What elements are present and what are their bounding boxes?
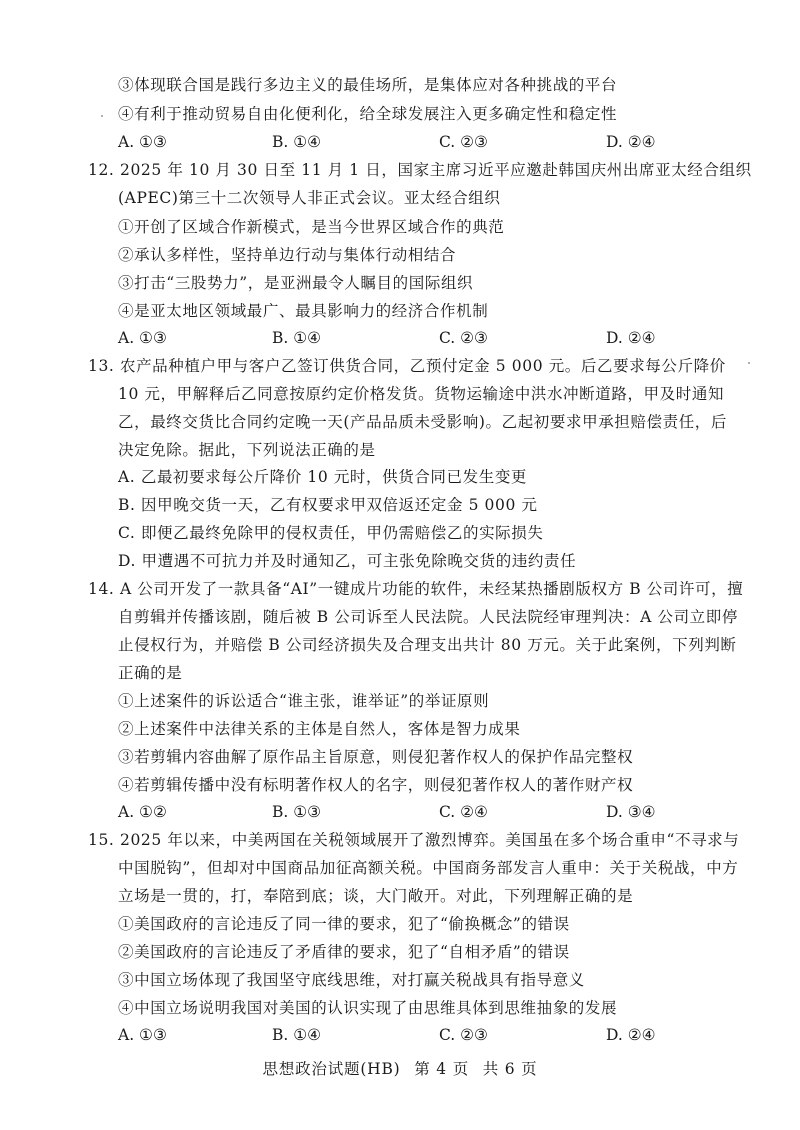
q12-option-b: B. ①④ — [272, 329, 322, 347]
q12-stem-line-1: 12. 2025 年 10 月 30 日至 11 月 1 日，国家主席习近平应邀赴韩国庆州出席亚太经合组织 — [88, 161, 752, 179]
q12-item-2: ②承认多样性，坚持单边行动与集体行动相结合 — [118, 246, 457, 264]
q15-stem-line-2: 中国脱钩”，但却对中国商品加征高额关税。中国商务部发言人重申：关于关税战，中方 — [118, 859, 739, 877]
q14-option-d: D. ③④ — [606, 803, 656, 821]
q13-option-a: A. 乙最初要求每公斤降价 10 元时，供货合同已发生变更 — [118, 468, 528, 486]
q14-stem-line-3: 止侵权行为，并赔偿 B 公司经济损失及合理支出共计 80 万元。关于此案例，下列判断 — [118, 636, 737, 654]
q13-stem-line-4: 决定免除。据此，下列说法正确的是 — [118, 441, 376, 459]
q12-item-1: ①开创了区域合作新模式，是当今世界区域合作的典范 — [118, 218, 505, 236]
q13-stem-line-2: 10 元，甲解释后乙同意按原约定价格发货。货物运输途中洪水冲断道路，甲及时通知 — [118, 385, 725, 403]
q15-stem-line-1: 15. 2025 年以来，中美两国在关税领域展开了激烈博弈。美国虽在多个场合重申“不寻求与 — [88, 831, 740, 849]
footer-page-number: 第 4 页 — [414, 1060, 469, 1078]
scan-speck — [101, 115, 103, 117]
q14-option-b: B. ①③ — [272, 803, 322, 821]
q14-item-4: ④若剪辑传播中没有标明著作权人的名字，则侵犯著作权人的著作财产权 — [118, 776, 634, 794]
q12-item-3: ③打击“三股势力”，是亚洲最令人瞩目的国际组织 — [118, 274, 474, 292]
q12-option-a: A. ①③ — [118, 329, 167, 347]
q11-item-4: ④有利于推动贸易自由化便利化，给全球发展注入更多确定性和稳定性 — [118, 105, 618, 123]
q13-option-b: B. 因甲晚交货一天，乙有权要求甲双倍返还定金 5 000 元 — [118, 496, 538, 514]
q14-item-2: ②上述案件中法律关系的主体是自然人，客体是智力成果 — [118, 720, 521, 738]
q12-item-4: ④是亚太地区领域最广、最具影响力的经济合作机制 — [118, 302, 489, 320]
page-footer — [0, 1058, 800, 1080]
q15-option-b: B. ①④ — [272, 1026, 322, 1044]
q11-item-3: ③体现联合国是践行多边主义的最佳场所，是集体应对各种挑战的平台 — [118, 76, 618, 94]
q15-option-a: A. ①③ — [118, 1026, 167, 1044]
q13-option-c: C. 即便乙最终免除甲的侵权责任，甲仍需赔偿乙的实际损失 — [118, 524, 544, 542]
q15-stem-line-3: 立场是一贯的，打，奉陪到底；谈，大门敞开。对此，下列理解正确的是 — [118, 887, 634, 905]
q12-options — [118, 327, 738, 349]
footer-total-pages: 共 6 页 — [482, 1060, 538, 1078]
q11-option-d: D. ②④ — [606, 133, 656, 151]
q14-stem-line-2: 自剪辑并传播该剧，随后被 B 公司诉至人民法院。人民法院经审理判决：A 公司立即停 — [118, 608, 738, 626]
q12-option-c: C. ②③ — [439, 329, 488, 347]
q15-options — [118, 1024, 738, 1046]
q13-stem-line-1: 13. 农产品种植户甲与客户乙签订供货合同，乙预付定金 5 000 元。后乙要求每公斤降价 — [88, 357, 726, 375]
q15-option-d: D. ②④ — [606, 1026, 656, 1044]
q11-options — [118, 131, 738, 153]
q12-option-d: D. ②④ — [606, 329, 656, 347]
q14-option-c: C. ②④ — [439, 803, 488, 821]
q15-item-3: ③中国立场体现了我国坚守底线思维，对打赢关税战具有指导意义 — [118, 971, 585, 989]
q11-option-a: A. ①③ — [118, 133, 167, 151]
q14-options — [118, 801, 738, 823]
q13-stem-line-3: 乙，最终交货比合同约定晚一天(产品品质未受影响)。乙起初要求甲承担赔偿责任，后 — [118, 413, 727, 431]
q14-stem-line-1: 14. A 公司开发了一款具备“AI”一键成片功能的软件，未经某热播剧版权方 B 公司许可，擅 — [88, 580, 744, 598]
q14-item-3: ③若剪辑内容曲解了原作品主旨原意，则侵犯著作权人的保护作品完整权 — [118, 748, 634, 766]
q15-option-c: C. ②③ — [439, 1026, 488, 1044]
q15-item-2: ②美国政府的言论违反了矛盾律的要求，犯了“自相矛盾”的错误 — [118, 943, 570, 961]
q15-item-4: ④中国立场说明我国对美国的认识实现了由思维具体到思维抽象的发展 — [118, 999, 618, 1017]
q14-option-a: A. ①② — [118, 803, 167, 821]
q12-stem-line-2: (APEC)第三十二次领导人非正式会议。亚太经合组织 — [118, 189, 501, 207]
scan-speck — [748, 362, 750, 364]
footer-exam-title: 思想政治试题(HB) — [262, 1060, 401, 1078]
q11-option-c: C. ②③ — [439, 133, 488, 151]
q14-stem-line-4: 正确的是 — [118, 664, 183, 682]
q11-option-b: B. ①④ — [272, 133, 322, 151]
q15-item-1: ①美国政府的言论违反了同一律的要求，犯了“偷换概念”的错误 — [118, 915, 570, 933]
q13-option-d: D. 甲遭遇不可抗力并及时通知乙，可主张免除晚交货的违约责任 — [118, 552, 577, 570]
q14-item-1: ①上述案件的诉讼适合“谁主张，谁举证”的举证原则 — [118, 692, 490, 710]
